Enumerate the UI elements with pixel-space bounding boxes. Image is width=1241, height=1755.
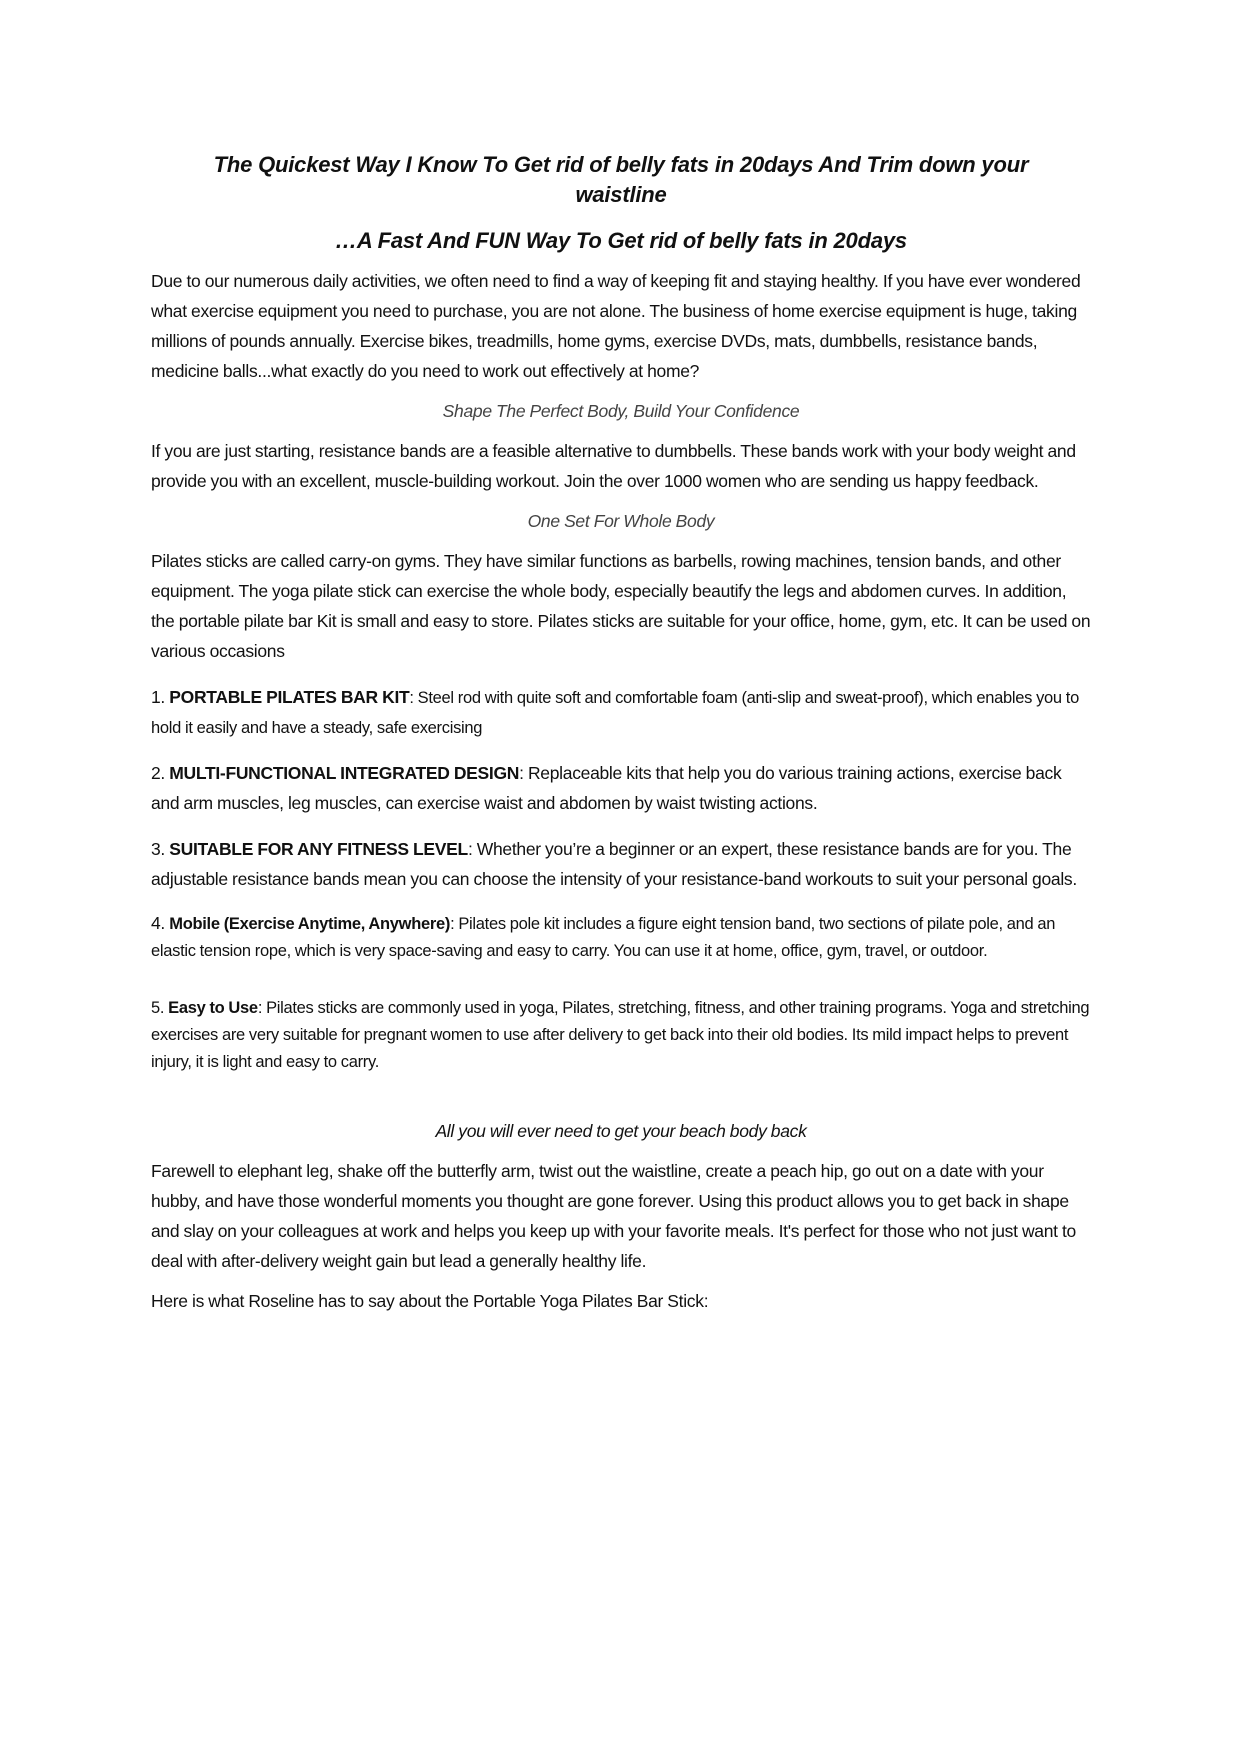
section3-paragraph: Farewell to elephant leg, shake off the butterfly arm, twist out the waistline, create a peach hip, go out on a date with your hubby, and have those wonderful moments you thought are gone forever. Using this product allows you to get back in shape and slay on your colleagues at work and helps you keep up with your favorite meals. It's perfect for those who not just want to deal with after-delivery weight gain but lead a generally healthy life. — [151, 1161, 1076, 1271]
document-title — [151, 150, 1091, 210]
section-heading-beach-body: All you will ever need to get your beach body back — [435, 1121, 807, 1141]
feature-item-4 — [151, 910, 1091, 965]
feature-number: 1. — [151, 687, 170, 707]
feature-number: 5. — [151, 999, 169, 1017]
feature-text: : Steel rod with quite soft and comfortable foam (anti-slip and sweat-proof), which enables you to hold it easily and have a steady, safe exercising — [151, 689, 1079, 737]
section1-paragraph: If you are just starting, resistance bands are a feasible alternative to dumbbells. These bands work with your body weight and provide you with an excellent, muscle-building workout. Join the over 1000 women who are sending us happy feedback. — [151, 441, 1076, 491]
feature-number: 4. — [151, 913, 170, 933]
feature-label: Easy to Use — [168, 999, 258, 1017]
feature-text: : Replaceable kits that help you do various training actions, exercise back and arm muscles, leg muscles, can exercise waist and abdomen by waist twisting actions. — [151, 763, 1062, 813]
intro-paragraph: Due to our numerous daily activities, we often need to find a way of keeping fit and staying healthy. If you have ever wondered what exercise equipment you need to purchase, you are not alone. The business of home exercise equipment is huge, taking millions of pounds annually. Exercise bikes, treadmills, home gyms, exercise DVDs, mats, dumbbells, resistance bands, medicine balls...what exactly do you need to work out effectively at home? — [151, 271, 1081, 381]
feature-number: 2. — [151, 763, 170, 783]
feature-text: : Pilates sticks are commonly used in yoga, Pilates, stretching, fitness, and other training programs. Yoga and stretching exercises are very suitable for pregnant women to use after delivery to get back into their old bodies. Its mild impact helps to prevent injury, it is light and easy to carry. — [151, 999, 1090, 1071]
feature-item-5 — [151, 995, 1091, 1076]
feature-item-1 — [151, 682, 1091, 742]
feature-label: Mobile (Exercise Anytime, Anywhere) — [169, 915, 451, 933]
feature-text: : Whether you’re a beginner or an expert, these resistance bands are for you. The adjustable resistance bands mean you can choose the intensity of your resistance-band workouts to suit your personal goals. — [151, 839, 1077, 889]
feature-text: : Pilates pole kit includes a figure eight tension band, two sections of pilate pole, and an elastic tension rope, which is very space-saving and easy to carry. You can use it at home, office, gym, travel, or outdoor. — [151, 915, 1056, 960]
closing-line: Here is what Roseline has to say about the Portable Yoga Pilates Bar Stick: — [151, 1291, 709, 1311]
feature-label: MULTI-FUNCTIONAL INTEGRATED DESIGN — [169, 763, 520, 783]
feature-number: 3. — [151, 839, 170, 859]
feature-item-2 — [151, 758, 1091, 818]
section2-paragraph: Pilates sticks are called carry-on gyms. They have similar functions as barbells, rowing machines, tension bands, and other equipment. The yoga pilate stick can exercise the whole body, especially beautify the legs and abdomen curves. In addition, the portable pilate bar Kit is small and easy to store. Pilates sticks are suitable for your office, home, gym, etc. It can be used on various occasions — [151, 551, 1091, 661]
section-heading-one-set: One Set For Whole Body — [527, 511, 715, 531]
title-line-2: waistline — [575, 182, 667, 207]
section-heading-shape: Shape The Perfect Body, Build Your Confidence — [442, 401, 800, 421]
document-subtitle: …A Fast And FUN Way To Get rid of belly fats in 20days — [335, 228, 907, 253]
feature-label: SUITABLE FOR ANY FITNESS LEVEL — [169, 839, 468, 859]
feature-item-3 — [151, 834, 1091, 894]
feature-label: PORTABLE PILATES BAR KIT — [169, 687, 410, 707]
title-line-1: The Quickest Way I Know To Get rid of belly fats in 20days And Trim down your — [213, 152, 1029, 177]
